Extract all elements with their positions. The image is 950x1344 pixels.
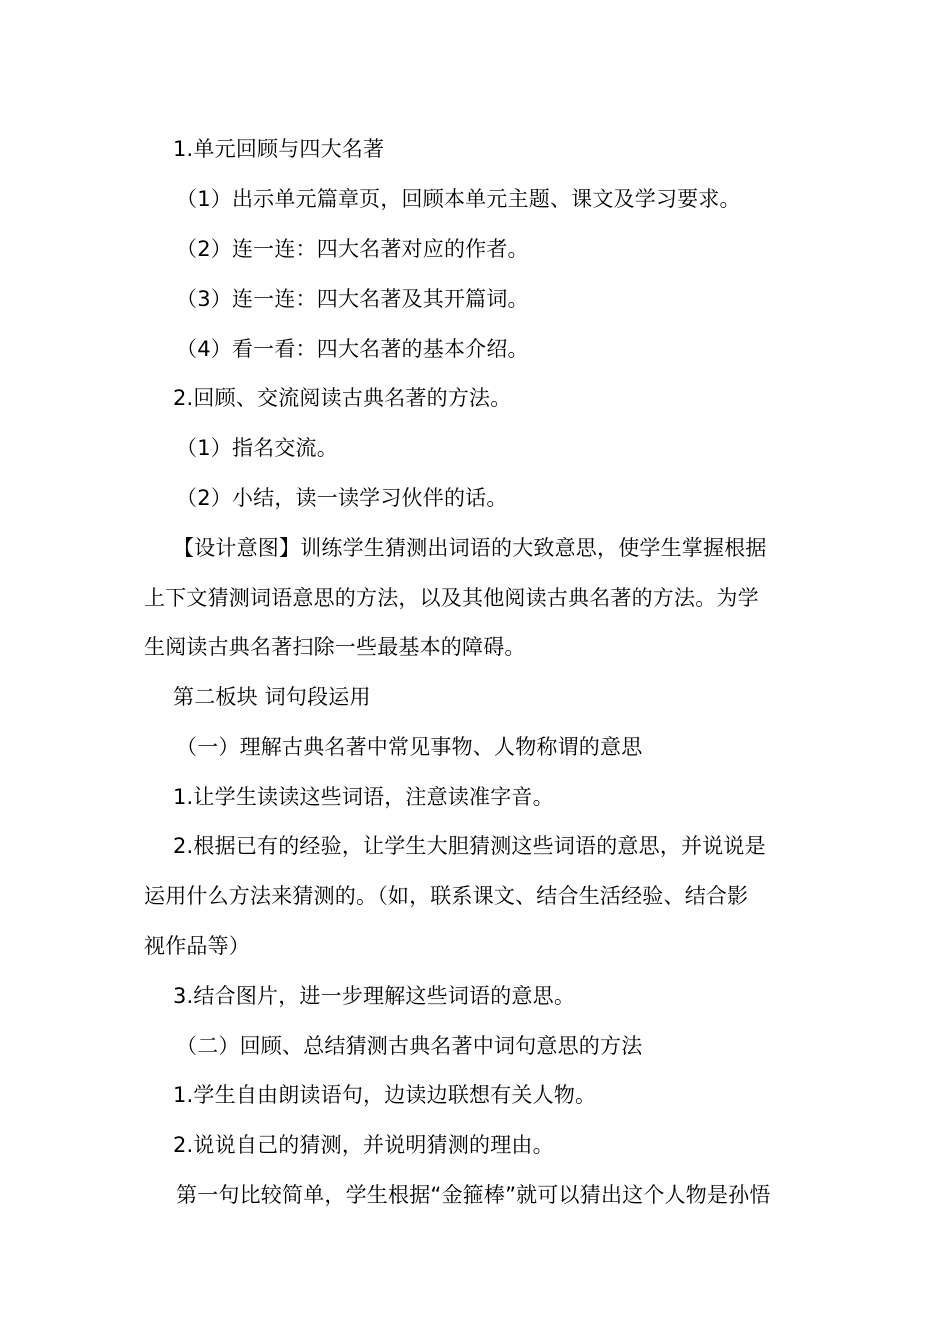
text-line-8: （2）小结，读一读学习伙伴的话。 bbox=[176, 486, 508, 510]
text-line-4: （3）连一连：四大名著及其开篇词。 bbox=[176, 287, 529, 311]
section-heading: 第二板块 词句段运用 bbox=[173, 685, 371, 709]
text-line-6: 2.回顾、交流阅读古典名著的方法。 bbox=[173, 386, 512, 410]
text-line-14: 1.让学生读读这些词语，注意读准字音。 bbox=[173, 785, 554, 809]
text-line-11: 生阅读古典名著扫除一些最基本的障碍。 bbox=[144, 635, 526, 659]
text-line-20: 1.学生自由朗读语句，边读边联想有关人物。 bbox=[173, 1083, 597, 1107]
text-line-15: 2.根据已有的经验，让学生大胆猜测这些词语的意思，并说说是 bbox=[173, 834, 766, 858]
text-line-9: 【设计意图】训练学生猜测出词语的大致意思，使学生掌握根据 bbox=[173, 536, 767, 560]
text-line-16: 运用什么方法来猜测的。（如，联系课文、结合生活经验、结合影 bbox=[144, 884, 749, 908]
text-line-1: 1.单元回顾与四大名著 bbox=[173, 137, 385, 161]
text-line-21: 2.说说自己的猜测，并说明猜测的理由。 bbox=[173, 1133, 554, 1157]
text-line-22: 第一句比较简单，学生根据“金箍棒”就可以猜出这个人物是孙悟 bbox=[176, 1183, 771, 1207]
text-line-17: 视作品等） bbox=[144, 934, 250, 958]
text-line-5: （4）看一看：四大名著的基本介绍。 bbox=[176, 337, 529, 361]
text-line-19: （二）回顾、总结猜测古典名著中词句意思的方法 bbox=[176, 1034, 643, 1058]
text-line-7: （1）指名交流。 bbox=[176, 436, 338, 460]
text-line-10: 上下文猜测词语意思的方法，以及其他阅读古典名著的方法。为学 bbox=[144, 586, 759, 610]
text-line-18: 3.结合图片，进一步理解这些词语的意思。 bbox=[173, 984, 576, 1008]
text-line-2: （1）出示单元篇章页，回顾本单元主题、课文及学习要求。 bbox=[176, 187, 741, 211]
text-line-3: （2）连一连：四大名著对应的作者。 bbox=[176, 237, 529, 261]
text-line-13: （一）理解古典名著中常见事物、人物称谓的意思 bbox=[176, 735, 643, 759]
